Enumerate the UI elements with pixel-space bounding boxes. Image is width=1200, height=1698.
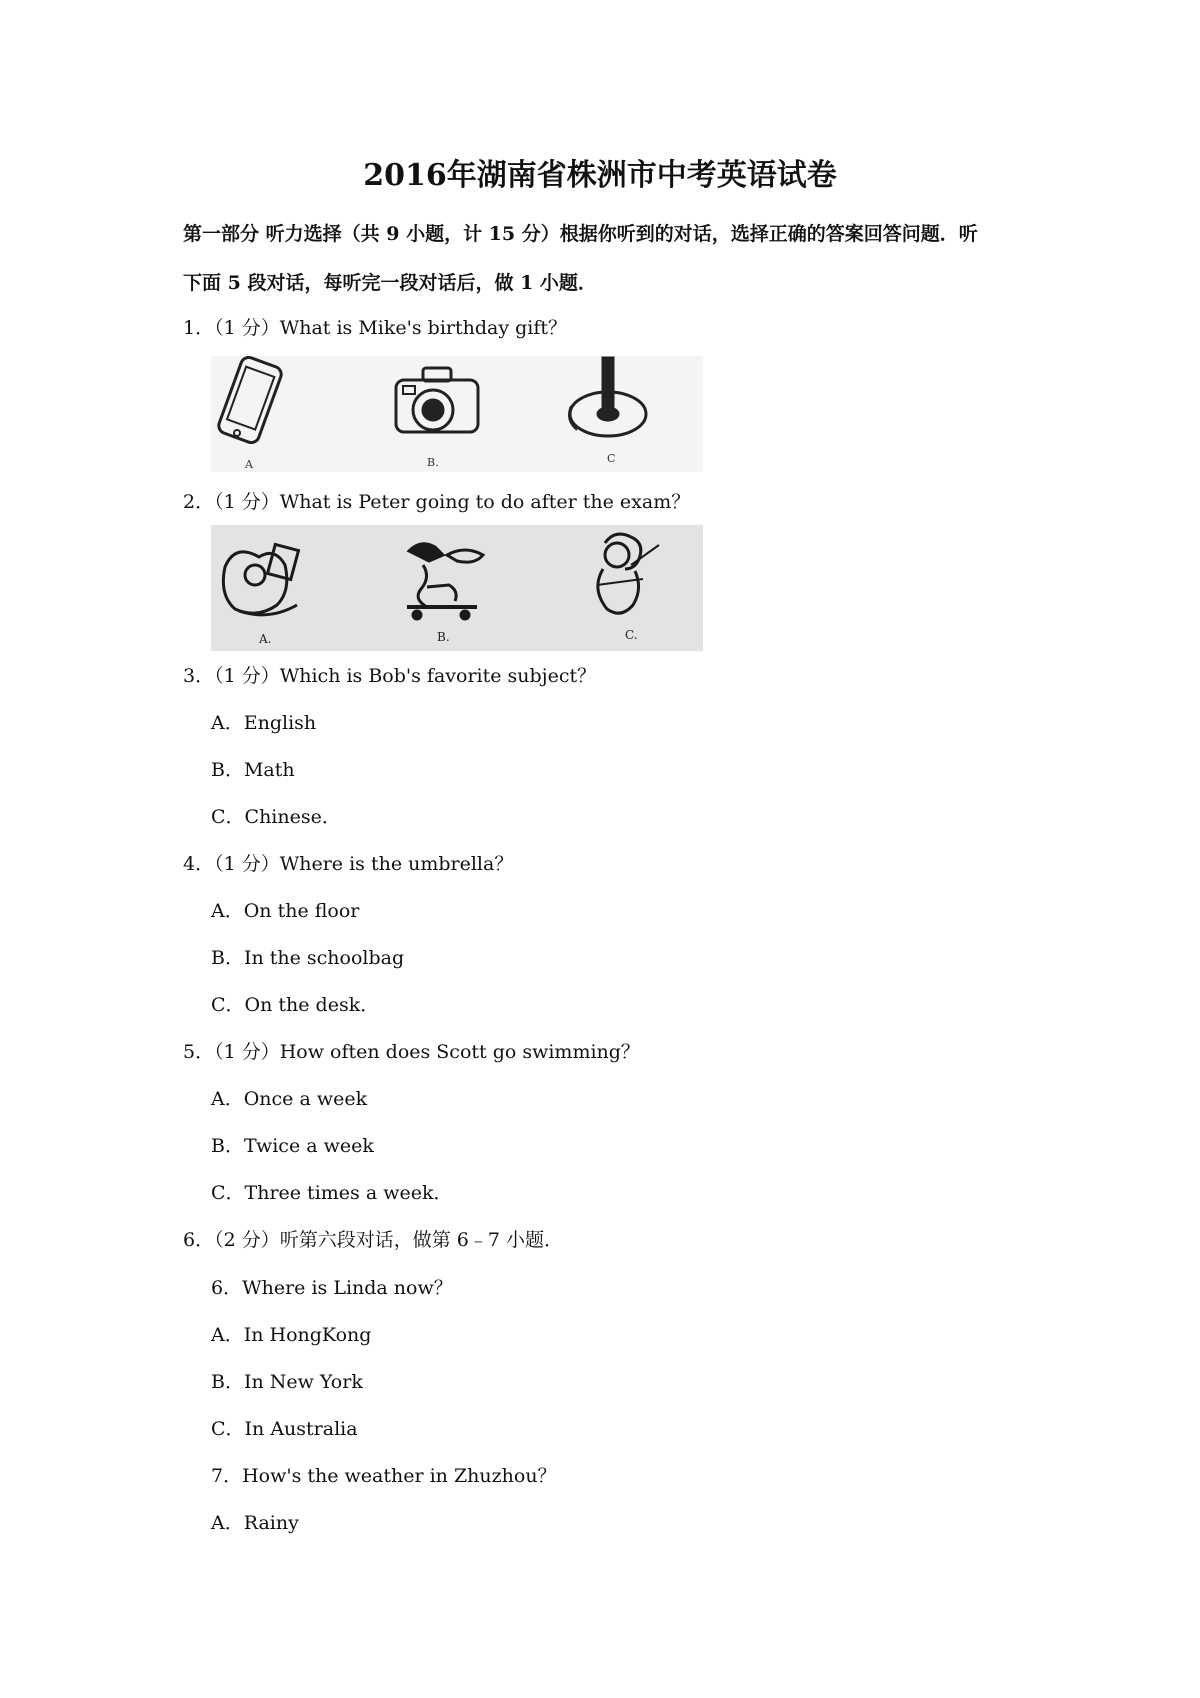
guitar-icon [569, 358, 646, 436]
question-2-stem: 2．（1 分）What is Peter going to do after the exam？ [183, 491, 691, 513]
sub-question-6-option-b: B．In New York [211, 1371, 363, 1393]
picture-label-b: B. [437, 630, 450, 644]
picture-label-c: C. [625, 628, 638, 642]
question-3-option-a: A．English [211, 712, 317, 734]
question-4-option-c: C．On the desk． [211, 994, 380, 1016]
question-6-stem: 6．（2 分）听第六段对话，做第 6﹣7 小题． [183, 1229, 563, 1251]
skateboarding-boy-icon [407, 544, 483, 619]
question-1-stem: 1．（1 分）What is Mike's birthday gift？ [183, 317, 568, 339]
question-3-option-b: B．Math [211, 759, 295, 781]
picture-label-a: A [245, 458, 253, 471]
sub-question-6-option-a: A．In HongKong [211, 1324, 372, 1346]
question-2-picture [211, 525, 703, 651]
question-3-option-c: C．Chinese． [211, 806, 341, 828]
question-4-option-b: B．In the schoolbag [211, 947, 405, 969]
picture-label-a: A. [259, 632, 272, 646]
sub-question-7-stem: 7．How's the weather in Zhuzhou？ [211, 1465, 557, 1487]
violin-girl-icon [597, 534, 659, 613]
picture-label-b: B. [427, 456, 439, 469]
sub-question-6-stem: 6．Where is Linda now？ [211, 1277, 453, 1299]
question-4-option-a: A．On the floor [211, 900, 360, 922]
question-5-option-b: B．Twice a week [211, 1135, 374, 1157]
question-5-option-a: A．Once a week [211, 1088, 368, 1110]
question-5-option-c: C．Three times a week． [211, 1182, 453, 1204]
sub-question-6-option-c: C．In Australia [211, 1418, 358, 1440]
question-5-stem: 5．（1 分）How often does Scott go swimming？ [183, 1041, 640, 1063]
question-4-stem: 4．（1 分）Where is the umbrella？ [183, 853, 514, 875]
section-intro-line-2: 下面 5 段对话，每听完一段对话后，做 1 小题． [183, 272, 597, 294]
sub-question-7-option-a: A．Rainy [211, 1512, 299, 1534]
camera-icon [396, 368, 478, 432]
question-3-stem: 3．（1 分）Which is Bob's favorite subject？ [183, 665, 597, 687]
mobile-phone-icon [217, 356, 284, 445]
question-1-picture [211, 356, 703, 472]
reading-boy-icon [223, 544, 298, 614]
exam-title: 2016年湖南省株洲市中考英语试卷 [363, 158, 837, 193]
section-intro-line-1: 第一部分 听力选择（共 9 小题，计 15 分）根据你听到的对话，选择正确的答案回答问题．听 [183, 223, 978, 245]
picture-label-c: C [607, 452, 616, 465]
